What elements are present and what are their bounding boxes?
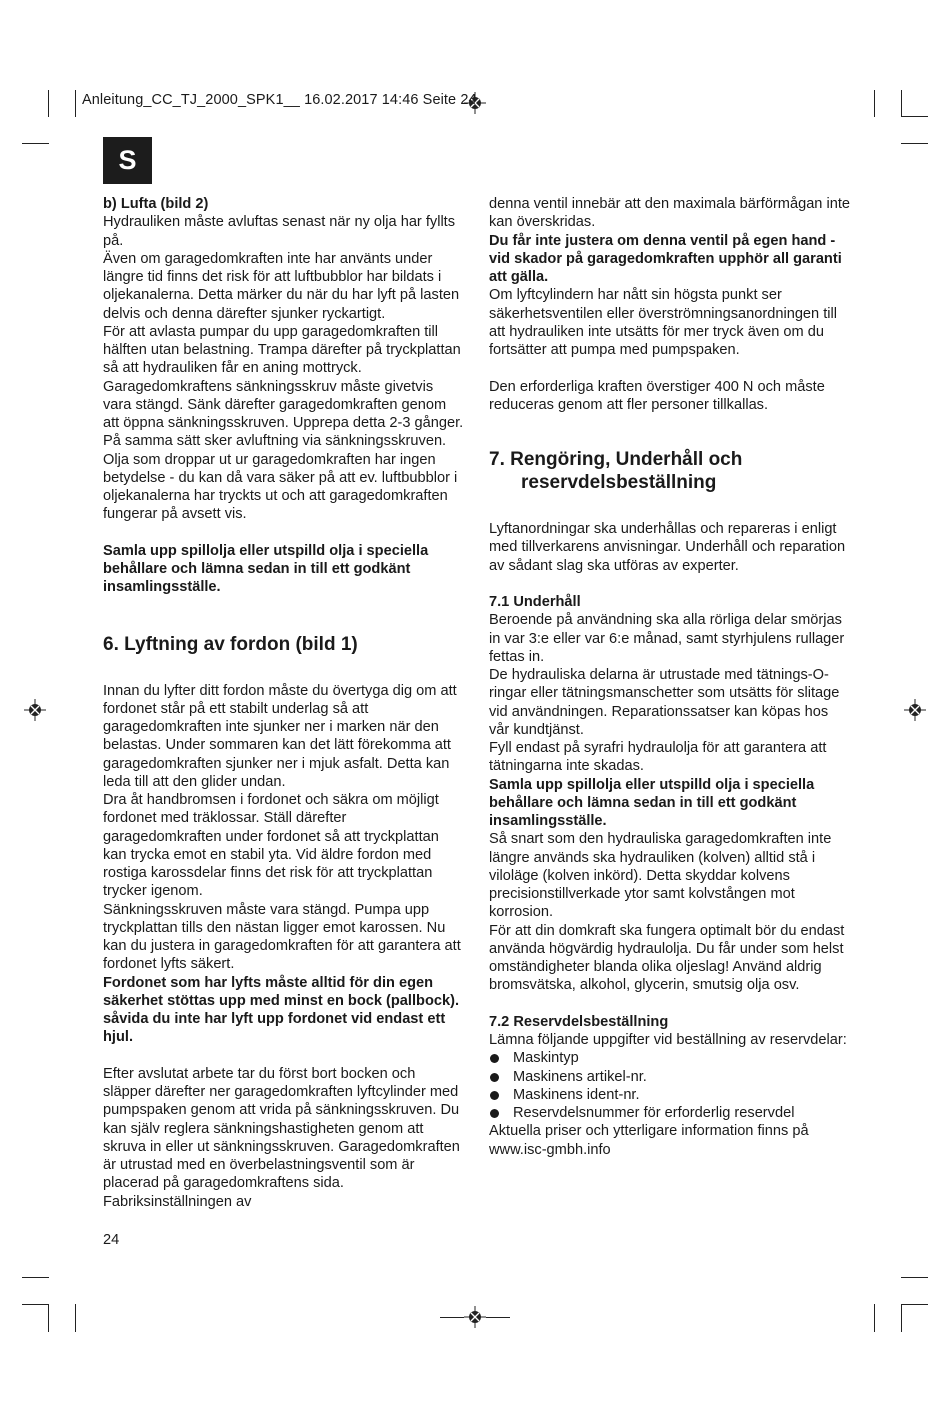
paragraph: Lämna följande uppgifter vid beställning av reservdelar: [489,1032,847,1048]
bullet-icon [490,1109,499,1118]
paragraph: För att avlasta pumpar du upp garagedomkraften till hälften utan belastning. Trampa därefter på tryckplattan så att hydrauliken får en aning mottryck. Garagedomkraftens sänkningsskruv måste givetvis vara stängd. Sänk därefter garagedomkraften genom att öppna sänkningsskruven. Upprepa detta 2-3 gånger. [103,323,464,431]
section-title-lufta: b) Lufta (bild 2) [103,196,209,212]
warning-text: Fordonet som har lyfts måste alltid för din egen säkerhet stöttas upp med minst en bock (pallbock). såvida du inte har lyft upp fordonet vid endast ett hjul. [103,974,460,1046]
paragraph: De hydrauliska delarna är utrustade med tätnings-O-ringar eller tätningsmanschetter som utsätts för slitage vid användningen. Reparationssatser kan köpas hos vår kundtjänst. [489,667,840,738]
paragraph: Den erforderliga kraften överstiger 400 N och måste reduceras genom att fler personer tillkallas. [489,378,825,413]
paragraph: Efter avslutat arbete tar du först bort bocken och släpper därefter ner garagedomkraften lyftcylinder med pumpspaken genom att vrida på sänkningsskruven. Du kan själv reglera sänkningshastigheten genom att skruva in eller ut sänkningsskruven. Garagedomkraften är utrustad med en överbelastningsventil som är placerad på garagedomkraftens sida. Fabriksinställningen av [103,1065,460,1210]
paragraph: Innan du lyfter ditt fordon måste du övertyga dig om att fordonet står på ett stabilt underlag så att garagedomkraften inte sjunker ner i marken när den belastas. Under sommaren kan det lätt förekomma att garagedomkraften sjunker ner i mjuk asfalt. Detta kan leda till att den glider undan. [103,682,457,790]
crop-mark [440,1317,464,1318]
crop-mark [75,1304,76,1332]
paragraph: För att din domkraft ska fungera optimalt bör du endast använda högvärdig hydraulolja. Du får under som helst omständigheter blanda olika oljeslag! Använd aldrig bromsvätska, alkohol, glycerin, smutsig olja osv. [489,922,845,994]
paragraph: Även om garagedomkraften inte har använts under längre tid finns det risk för att luftbubblor har bildats i oljekanalerna. Detta märker du när du har lyft på lasten delvis och denna därefter sjunker ryckartigt. [103,250,460,322]
right-column [489,195,851,1159]
paragraph: Sänkningsskruven måste vara stängd. Pumpa upp tryckplattan tills den nästan ligger emot karossen. Nu kan du justera in garagedomkraften för att garantera att fordonet lyfts säkert. [103,901,461,973]
warning-text: Du får inte justera om denna ventil på egen hand - vid skador på garagedomkraften upphör all garanti att gälla. [489,232,842,285]
bullet-icon [490,1073,499,1082]
bullet-icon [490,1054,499,1063]
heading-line: reservdelsbeställning [521,472,717,493]
paragraph: Dra åt handbromsen i fordonet och säkra om möjligt fordonet med träklossar. Ställ därefter garagedomkraften under fordonet så att tryckplattan kan trycka emot en stabil yta. Vid äldre fordon med rostiga karossdelar finns det risk för att tryckplattan trycker igenom. [103,792,439,900]
warning-text: Samla upp spillolja eller utspilld olja i speciella behållare och lämna sedan in till ett godkänt insamlingsställe. [489,776,815,829]
list-item: Maskintyp [489,1049,851,1067]
paragraph: Lyftanordningar ska underhållas och repareras i enligt med tillverkarens anvisningar. Underhåll och reparation av sådant slag ska utföras av experter. [489,521,846,574]
subsection-title-7-1: 7.1 Underhåll [489,594,581,610]
registration-mark-icon [24,699,46,721]
crop-mark [486,1317,510,1318]
bullet-icon [490,1091,499,1100]
registration-mark-icon [464,1306,486,1328]
heading-line: 7. Rengöring, Underhåll och [489,449,743,470]
paragraph: Om lyftcylindern har nått sin högsta punkt ser säkerhetsventilen eller överströmningsanordningen till att hydrauliken inte utsätts för mer tryck även om du fortsätter att pumpa med pumpspaken. [489,287,838,358]
paragraph: Beroende på användning ska alla rörliga delar smörjas in var 3:e eller var 6:e månad, samt styrhjulens rullager fettas in. [489,612,845,665]
language-label: S [103,137,152,184]
list-item: Maskinens ident-nr. [489,1086,851,1104]
crop-mark [901,90,902,117]
crop-mark [874,90,875,117]
crop-mark [901,143,928,144]
paragraph: Fyll endast på syrafri hydraulolja för att garantera att tätningarna inte skadas. [489,740,827,775]
section-heading-7 [489,448,851,494]
page-number: 24 [103,1232,120,1248]
paragraph: På samma sätt sker avluftning via sänkningsskruven. Olja som droppar ut ur garagedomkraften har ingen betydelse - du kan då vara säker på att ev. luftbubblor i oljekanalerna har tryckts ut och att garagedomkraften fungerar på avsett vis. [103,433,458,523]
parts-info-list [489,1049,851,1122]
crop-mark [901,1304,928,1305]
crop-mark [901,1277,928,1278]
registration-mark-icon [904,699,926,721]
list-item: Reservdelsnummer för erforderlig reservdel [489,1104,851,1122]
paragraph: denna ventil innebär att den maximala bärförmågan inte kan överskridas. [489,196,851,231]
paragraph: Aktuella priser och ytterligare information finns på www.isc-gmbh.info [489,1123,809,1158]
section-heading-6: 6. Lyftning av fordon (bild 1) [103,633,358,655]
list-item: Maskinens artikel-nr. [489,1068,851,1086]
warning-text: Samla upp spillolja eller utspilld olja i speciella behållare och lämna sedan in till ett godkänt insamlingsställe. [103,542,429,596]
crop-mark [901,116,928,117]
crop-mark [22,143,49,144]
crop-mark [48,1304,49,1332]
crop-mark [874,1304,875,1332]
paragraph: Hydrauliken måste avluftas senast när ny olja har fyllts på. [103,214,456,249]
left-column [103,195,465,1211]
crop-mark [901,1304,902,1332]
crop-mark [22,1304,49,1305]
crop-mark [75,90,76,117]
crop-mark [22,1277,49,1278]
subsection-title-7-2: 7.2 Reservdelsbeställning [489,1013,669,1030]
print-slug: Anleitung_CC_TJ_2000_SPK1__ 16.02.2017 14:46 Seite 24 [82,92,477,108]
crop-mark [48,90,49,117]
paragraph: Så snart som den hydrauliska garagedomkraften inte längre används ska hydrauliken (kolven) alltid stå i viloläge (kolven inkörd). Detta skyddar kolvens precisionstillverkade ytor samt kolvstången mot korrosion. [489,831,832,921]
